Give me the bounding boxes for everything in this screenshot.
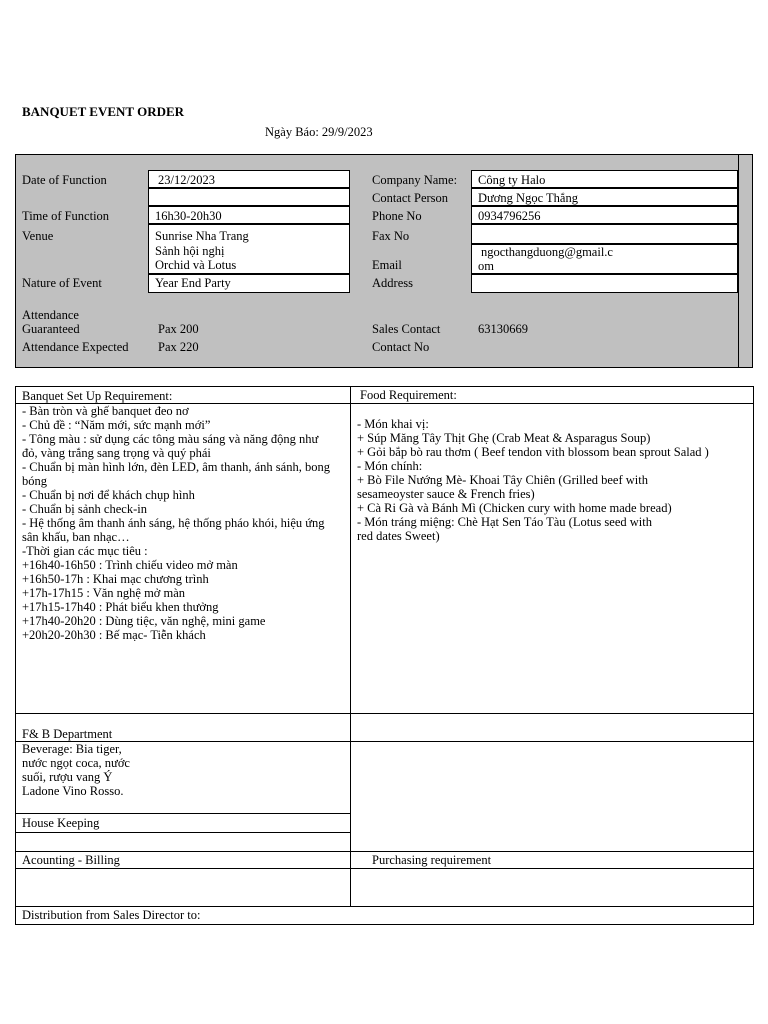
date-of-function-label: Date of Function — [22, 173, 107, 187]
setup-line: +17h-17h15 : Văn nghệ mở màn — [22, 586, 186, 600]
setup-line: +17h15-17h40 : Phát biểu khen thưởng — [22, 600, 219, 614]
venue-line-1: Sunrise Nha Trang — [155, 229, 249, 243]
food-line: + Gỏi bắp bò rau thơm ( Beef tendon vith blossom bean sprout Salad ) — [357, 445, 709, 459]
attendance-label: Attendance — [22, 308, 79, 322]
venue-line-3: Orchid và Lotus — [155, 258, 237, 272]
housekeeping-header: House Keeping — [22, 816, 100, 830]
guaranteed-value: Pax 200 — [158, 322, 199, 336]
email-line-2: om — [478, 259, 494, 273]
gray-filler-2 — [148, 354, 350, 367]
contact-person-value: Dương Ngọc Thắng — [478, 191, 578, 205]
row-line-1 — [15, 713, 754, 714]
blank-box — [148, 188, 350, 206]
address-label: Address — [372, 276, 413, 290]
time-of-function-value: 16h30-20h30 — [155, 209, 222, 223]
attendance-expected-value: Pax 220 — [158, 340, 199, 354]
food-header: Food Requirement: — [360, 388, 457, 402]
nature-of-event-value: Year End Party — [155, 276, 231, 290]
food-line: - Món tráng miệng: Chè Hạt Sen Táo Tàu (Lotus seed with — [357, 515, 652, 529]
column-divider — [350, 386, 351, 906]
sales-contact-value: 63130669 — [478, 322, 528, 336]
panel-right-divider — [738, 155, 739, 367]
food-line: + Bò File Nướng Mè- Khoai Tây Chiên (Grilled beef with — [357, 473, 648, 487]
food-line: + Súp Măng Tây Thịt Ghẹ (Crab Meat & Asparagus Soup) — [357, 431, 651, 445]
setup-line: bóng — [22, 474, 47, 488]
setup-line: sân khấu, ban nhạc… — [22, 530, 130, 544]
company-name-value: Công ty Halo — [478, 173, 546, 187]
date-of-function-value: 23/12/2023 — [158, 173, 215, 187]
distribution-label: Distribution from Sales Director to: — [22, 908, 201, 922]
company-name-label: Company Name: — [372, 173, 458, 187]
fb-line: Ladone Vino Rosso. — [22, 784, 124, 798]
setup-line: đỏ, vàng trắng sang trọng và quý phái — [22, 446, 211, 460]
venue-label: Venue — [22, 229, 54, 243]
setup-line: - Chuẩn bị màn hình lớn, đèn LED, âm thanh, ánh sánh, bong — [22, 460, 330, 474]
row-line-5 — [15, 851, 754, 852]
setup-line: - Tông màu : sử dụng các tông màu sáng và năng động như — [22, 432, 319, 446]
fb-line: suối, rượu vang Ý — [22, 770, 113, 784]
row-line-7 — [15, 906, 754, 907]
nature-of-event-label: Nature of Event — [22, 276, 102, 290]
address-box — [471, 274, 738, 293]
fb-line: Beverage: Bia tiger, — [22, 742, 122, 756]
sales-contact-label: Sales Contact — [372, 322, 441, 336]
food-line: + Cà Ri Gà và Bánh Mì (Chicken cury with home made bread) — [357, 501, 672, 515]
row-line-3 — [15, 813, 350, 814]
setup-line: - Chuẩn bị sảnh check-in — [22, 502, 147, 516]
time-of-function-label: Time of Function — [22, 209, 110, 223]
row-line-6 — [15, 868, 754, 869]
phone-value: 0934796256 — [478, 209, 541, 223]
purchasing-header: Purchasing requirement — [372, 853, 492, 867]
attendance-expected-label: Attendance Expected — [22, 340, 129, 354]
guaranteed-label: Guaranteed — [22, 322, 80, 336]
setup-line: - Chủ đề : “Năm mới, sức mạnh mới” — [22, 418, 211, 432]
email-label: Email — [372, 258, 402, 272]
phone-label: Phone No — [372, 209, 422, 223]
contact-no-label: Contact No — [372, 340, 430, 354]
setup-line: +17h40-20h20 : Dùng tiệc, văn nghệ, mini game — [22, 614, 266, 628]
fb-line: nước ngọt coca, nước — [22, 756, 130, 770]
setup-header: Banquet Set Up Requirement: — [22, 389, 173, 403]
setup-line: - Hệ thống âm thanh ánh sáng, hệ thống pháo khói, hiệu ứng — [22, 516, 325, 530]
food-line: red dates Sweet) — [357, 529, 440, 543]
row-line-4 — [15, 832, 350, 833]
food-line: - Món khai vị: — [357, 417, 429, 431]
food-line: sesameoyster sauce & French fries) — [357, 487, 535, 501]
contact-person-label: Contact Person — [372, 191, 449, 205]
setup-line: +16h40-16h50 : Trình chiếu video mở màn — [22, 558, 238, 572]
venue-line-2: Sảnh hội nghị — [155, 244, 225, 258]
setup-line: -Thời gian các mục tiêu : — [22, 544, 148, 558]
fb-department-header: F& B Department — [22, 727, 113, 741]
document-title: BANQUET EVENT ORDER — [22, 104, 185, 119]
report-date: Ngày Báo: 29/9/2023 — [265, 125, 373, 139]
row-line-2 — [15, 741, 754, 742]
email-line-1: ngocthangduong@gmail.c — [481, 245, 613, 259]
setup-line: +16h50-17h : Khai mạc chương trình — [22, 572, 209, 586]
fax-box — [471, 224, 738, 244]
accounting-header: Acounting - Billing — [22, 853, 120, 867]
setup-line: - Chuẩn bị nơi để khách chụp hình — [22, 488, 195, 502]
food-line: - Món chính: — [357, 459, 423, 473]
setup-line: - Bàn tròn và ghế banquet đeo nơ — [22, 404, 189, 418]
setup-line: +20h20-20h30 : Bế mạc- Tiễn khách — [22, 628, 206, 642]
fax-label: Fax No — [372, 229, 410, 243]
gray-filler — [16, 354, 148, 367]
